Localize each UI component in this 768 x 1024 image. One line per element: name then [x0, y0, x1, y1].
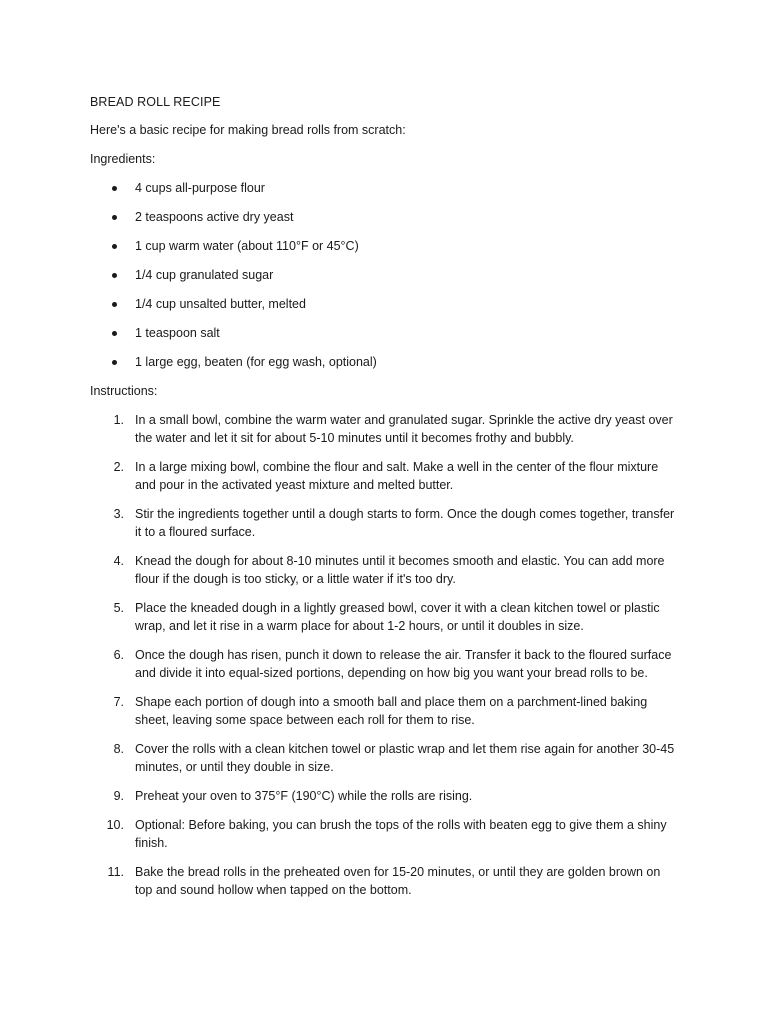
ingredients-heading: Ingredients:: [90, 152, 156, 166]
instruction-step: [90, 411, 680, 447]
step-text: Shape each portion of dough into a smooth ball and place them on a parchment-lined baking sheet, leaving some space between each roll for them to rise.: [135, 695, 648, 727]
ingredients-list: [90, 179, 680, 371]
step-text: Bake the bread rolls in the preheated oven for 15-20 minutes, or until they are golden brown on top and sound hollow when tapped on the bottom.: [135, 865, 661, 897]
bullet-icon: [112, 215, 117, 220]
instruction-step: [90, 599, 680, 635]
step-text: Optional: Before baking, you can brush the tops of the rolls with beaten egg to give them a shiny finish.: [135, 818, 667, 850]
step-text: Knead the dough for about 8-10 minutes until it becomes smooth and elastic. You can add more flour if the dough is too sticky, or a little water if it's too dry.: [135, 554, 665, 586]
step-number: 7.: [113, 695, 124, 709]
intro-text: Here's a basic recipe for making bread rolls from scratch:: [90, 123, 406, 137]
instruction-step: [90, 740, 680, 776]
ingredient-item: [90, 353, 680, 371]
instructions-list: [90, 411, 680, 899]
ingredient-text: 1 large egg, beaten (for egg wash, optional): [135, 355, 377, 369]
instruction-step: [90, 458, 680, 494]
ingredient-item: [90, 179, 680, 197]
step-text: Stir the ingredients together until a dough starts to form. Once the dough comes together, transfer it to a floured surface.: [135, 507, 675, 539]
step-number: 3.: [113, 507, 124, 521]
bullet-icon: [112, 331, 117, 336]
step-text: Cover the rolls with a clean kitchen towel or plastic wrap and let them rise again for another 30-45 minutes, or until they double in size.: [135, 742, 675, 774]
ingredient-text: 4 cups all-purpose flour: [135, 181, 265, 195]
bullet-icon: [112, 302, 117, 307]
step-text: In a large mixing bowl, combine the flour and salt. Make a well in the center of the flour mixture and pour in the activated yeast mixture and melted butter.: [135, 460, 659, 492]
ingredient-text: 1/4 cup granulated sugar: [135, 268, 274, 282]
step-number: 2.: [113, 460, 124, 474]
ingredient-item: [90, 237, 680, 255]
step-number: 5.: [113, 601, 124, 615]
document-page: [90, 93, 680, 910]
step-number: 10.: [106, 818, 124, 832]
step-text: Once the dough has risen, punch it down to release the air. Transfer it back to the floured surface and divide it into equal-sized portions, depending on how big you want your bread rolls to be.: [135, 648, 672, 680]
step-text: In a small bowl, combine the warm water and granulated sugar. Sprinkle the active dry yeast over the water and let it sit for about 5-10 minutes until it becomes frothy and bubbly.: [135, 413, 673, 445]
instruction-step: [90, 816, 680, 852]
step-number: 6.: [113, 648, 124, 662]
step-number: 9.: [113, 789, 124, 803]
step-number: 4.: [113, 554, 124, 568]
instructions-heading: Instructions:: [90, 384, 158, 398]
instruction-step: [90, 693, 680, 729]
bullet-icon: [112, 360, 117, 365]
bullet-icon: [112, 273, 117, 278]
step-text: Preheat your oven to 375°F (190°C) while the rolls are rising.: [135, 789, 473, 803]
ingredient-item: [90, 295, 680, 313]
ingredient-item: [90, 208, 680, 226]
ingredient-text: 1/4 cup unsalted butter, melted: [135, 297, 306, 311]
ingredient-text: 2 teaspoons active dry yeast: [135, 210, 294, 224]
instruction-step: [90, 787, 680, 805]
ingredient-text: 1 cup warm water (about 110°F or 45°C): [135, 239, 359, 253]
instruction-step: [90, 863, 680, 899]
ingredient-text: 1 teaspoon salt: [135, 326, 220, 340]
ingredient-item: [90, 266, 680, 284]
step-number: 11.: [107, 865, 124, 879]
ingredient-item: [90, 324, 680, 342]
instruction-step: [90, 505, 680, 541]
instruction-step: [90, 552, 680, 588]
step-number: 8.: [113, 742, 124, 756]
document-title: BREAD ROLL RECIPE: [90, 95, 221, 109]
bullet-icon: [112, 244, 117, 249]
step-text: Place the kneaded dough in a lightly greased bowl, cover it with a clean kitchen towel or plastic wrap, and let it rise in a warm place for about 1-2 hours, or until it doubles in size.: [135, 601, 660, 633]
instruction-step: [90, 646, 680, 682]
bullet-icon: [112, 186, 117, 191]
step-number: 1.: [113, 413, 124, 427]
